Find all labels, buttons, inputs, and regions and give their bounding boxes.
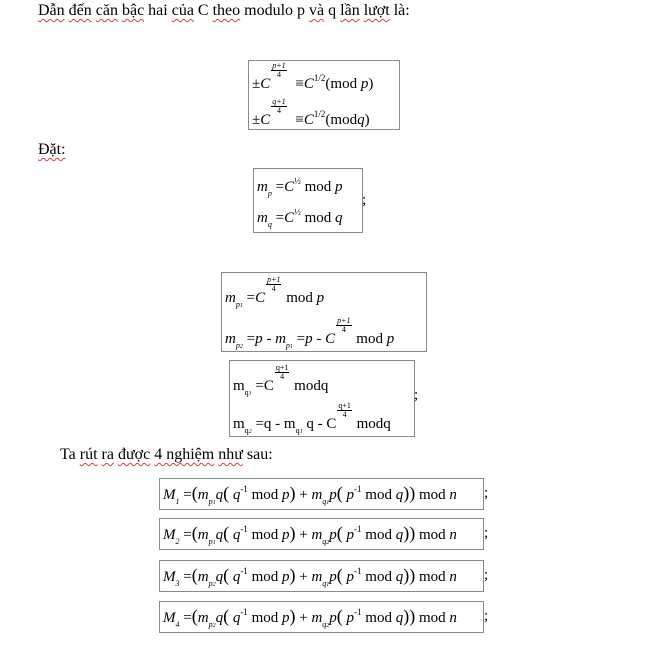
- equals: =: [275, 210, 285, 226]
- dat-label: Đặt:: [38, 141, 66, 158]
- word: được: [117, 446, 151, 463]
- mod-text: modq: [356, 416, 391, 432]
- var-q: q: [395, 527, 404, 543]
- exp-num: p+1: [267, 275, 281, 284]
- paren: (: [191, 606, 198, 626]
- mod-text: mod: [286, 290, 313, 306]
- exponent-fraction: [266, 276, 281, 293]
- subscript: 4: [175, 620, 180, 629]
- half-exp: 1/2: [313, 73, 326, 83]
- var-c: C: [325, 331, 336, 347]
- word: là:: [393, 2, 410, 19]
- var-p: p: [281, 487, 290, 503]
- var-q: q: [232, 527, 241, 543]
- var-m: m: [257, 179, 268, 195]
- var-q: q: [215, 527, 224, 543]
- var-p: p: [360, 76, 369, 92]
- var-m: m: [311, 610, 323, 626]
- var-c: C: [260, 112, 271, 128]
- word: lượt: [363, 2, 390, 19]
- var-p: p: [329, 610, 337, 626]
- word: căn: [95, 2, 118, 19]
- var-m: m: [311, 527, 323, 543]
- var-c: C: [255, 290, 266, 306]
- paren: ): [364, 112, 370, 128]
- var-m: m: [275, 331, 286, 347]
- subscript: p: [208, 620, 213, 629]
- mod-text: mod: [365, 610, 392, 626]
- paren: (: [336, 523, 343, 543]
- paren: ): [289, 523, 296, 543]
- var-n: n: [449, 610, 457, 626]
- exp-den: 4: [342, 410, 347, 419]
- subscript-index: 1: [212, 500, 216, 506]
- equation-line: [233, 363, 329, 398]
- var-p: p: [335, 179, 343, 195]
- word: của: [171, 2, 194, 19]
- mod-text: mod: [304, 179, 332, 195]
- var-M: M: [163, 487, 176, 503]
- paren: ): [403, 606, 410, 626]
- conclusion-line: [60, 446, 273, 464]
- mod-text: mod: [251, 527, 279, 543]
- subscript-index: 1: [326, 500, 330, 506]
- equation-line: [225, 316, 395, 351]
- exp-num: p+1: [337, 316, 351, 325]
- word: và: [309, 2, 325, 19]
- subscript-index: 1: [212, 540, 216, 546]
- var-c: C: [263, 378, 274, 394]
- mod-text: mod: [251, 487, 279, 503]
- word: q: [328, 2, 337, 19]
- subscript: p: [285, 341, 290, 350]
- subscript: q: [322, 620, 327, 629]
- word: rút: [79, 446, 98, 463]
- var-c: C: [284, 210, 295, 226]
- paren: (: [223, 606, 230, 626]
- half-exp: ½: [294, 207, 301, 217]
- inverse-exp: -1: [354, 566, 362, 576]
- paren: ): [289, 565, 296, 585]
- word: Dẫn: [38, 2, 65, 19]
- var-p: p: [329, 487, 337, 503]
- solution-box: [159, 478, 484, 510]
- semicolon: ;: [484, 485, 489, 501]
- subscript: 3: [175, 579, 180, 588]
- mod-text: mod: [418, 487, 446, 503]
- var-m: m: [311, 487, 323, 503]
- exponent-fraction: [275, 364, 290, 381]
- equiv: ≡: [295, 76, 304, 92]
- var-q: q: [263, 416, 272, 432]
- subscript-index: 2: [326, 540, 330, 546]
- var-c: C: [303, 76, 314, 92]
- exp-num: q+1: [272, 97, 286, 106]
- word: đến: [68, 2, 92, 19]
- half-exp: 1/2: [313, 109, 326, 119]
- exponent-fraction: [271, 62, 286, 79]
- var-q: q: [335, 210, 343, 226]
- word: 4 nghiệm: [154, 446, 215, 463]
- mod-text: mod: [356, 331, 383, 347]
- word: sau:: [246, 446, 273, 463]
- mod-text: mod: [365, 569, 392, 585]
- var-q: q: [215, 569, 224, 585]
- exp-den: 4: [341, 325, 346, 334]
- subscript: q: [322, 579, 327, 588]
- var-m: m: [225, 331, 236, 347]
- plus-minus: ±: [252, 112, 261, 128]
- word: Ta: [60, 446, 76, 463]
- minus: -: [266, 331, 272, 347]
- subscript-index: 2: [248, 429, 252, 435]
- var-p: p: [346, 569, 355, 585]
- equals: =: [296, 331, 306, 347]
- var-q: q: [232, 487, 241, 503]
- var-q: q: [215, 610, 224, 626]
- var-c: C: [260, 76, 271, 92]
- minus: -: [275, 416, 281, 432]
- subscript-index: 2: [212, 623, 216, 629]
- solution-box: [159, 518, 484, 550]
- equation-box-mp1-mp2: [221, 272, 427, 352]
- var-q: q: [357, 112, 365, 128]
- solution-box: [159, 560, 484, 592]
- mod-text: mod: [418, 569, 446, 585]
- word: hai: [148, 2, 168, 19]
- paren: (: [191, 523, 198, 543]
- var-p: p: [346, 610, 355, 626]
- word: modulo p: [244, 2, 306, 19]
- equiv: ≡: [295, 112, 304, 128]
- var-m: m: [197, 610, 209, 626]
- var-M: M: [163, 527, 176, 543]
- solution-equation: [163, 566, 457, 589]
- subscript: q: [244, 426, 249, 435]
- var-m: m: [311, 569, 323, 585]
- subscript: q: [295, 426, 300, 435]
- equation-line: [252, 97, 370, 130]
- exponent-fraction: [271, 98, 286, 115]
- equation-line: [252, 61, 374, 94]
- subscript: q: [267, 220, 272, 229]
- var-m: m: [283, 416, 296, 432]
- paren: (: [191, 565, 198, 585]
- paren: ): [403, 565, 410, 585]
- subscript: q: [322, 497, 327, 506]
- var-q: q: [232, 610, 241, 626]
- var-q: q: [306, 416, 314, 432]
- mod-text: (mod: [325, 112, 358, 128]
- word: lần: [340, 2, 360, 19]
- subscript-index: 1: [239, 303, 243, 309]
- semicolon: ;: [414, 387, 419, 403]
- equation-box-square-roots: [248, 60, 400, 130]
- equals: =: [183, 527, 192, 543]
- var-p: p: [316, 290, 325, 306]
- mod-text: mod: [251, 610, 279, 626]
- exp-num: p+1: [272, 61, 286, 70]
- var-q: q: [395, 569, 404, 585]
- paren: (: [336, 606, 343, 626]
- inverse-exp: -1: [240, 566, 248, 576]
- exp-den: 4: [280, 372, 285, 381]
- minus: -: [317, 416, 323, 432]
- subscript: q: [244, 388, 249, 397]
- mod-text: mod: [251, 569, 279, 585]
- paren: ): [409, 606, 416, 626]
- mod-text: mod: [365, 527, 392, 543]
- paren: ): [409, 565, 416, 585]
- var-M: M: [163, 569, 176, 585]
- equals: =: [255, 378, 264, 394]
- var-p: p: [281, 527, 290, 543]
- equals: =: [275, 179, 285, 195]
- subscript: p: [267, 189, 272, 198]
- equation-box-mp-mq: [253, 168, 363, 233]
- solution-equation: [163, 484, 457, 507]
- inverse-exp: -1: [240, 607, 248, 617]
- half-exp: ½: [294, 176, 301, 186]
- var-p: p: [346, 487, 355, 503]
- var-m: m: [197, 569, 209, 585]
- plus: +: [299, 527, 308, 543]
- exp-num: q+1: [275, 363, 289, 372]
- var-n: n: [449, 569, 457, 585]
- solution-equation: [163, 524, 457, 547]
- paren: (: [223, 523, 230, 543]
- paren: (: [223, 565, 230, 585]
- var-c: C: [326, 416, 337, 432]
- exponent-fraction: [336, 317, 351, 334]
- paren: (: [336, 565, 343, 585]
- paren: ): [403, 483, 410, 503]
- inverse-exp: -1: [354, 484, 362, 494]
- mod-text: mod: [304, 210, 332, 226]
- equation-line: [233, 401, 391, 436]
- paren: ): [409, 523, 416, 543]
- var-m: m: [233, 416, 245, 432]
- subscript-index: 1: [326, 582, 330, 588]
- var-p: p: [281, 569, 290, 585]
- var-q: q: [232, 569, 241, 585]
- word: C: [197, 2, 209, 19]
- paren: ): [289, 606, 296, 626]
- plus: +: [299, 569, 308, 585]
- solution-box: [159, 601, 484, 633]
- paren: ): [368, 76, 374, 92]
- var-p: p: [329, 527, 337, 543]
- var-c: C: [284, 179, 295, 195]
- equals: =: [183, 610, 192, 626]
- var-n: n: [449, 527, 457, 543]
- paren: ): [403, 523, 410, 543]
- var-m: m: [197, 487, 209, 503]
- equals: =: [246, 290, 256, 306]
- mod-text: modq: [294, 378, 329, 394]
- equals: =: [255, 416, 264, 432]
- var-c: C: [303, 112, 314, 128]
- inverse-exp: -1: [354, 607, 362, 617]
- var-p: p: [329, 569, 337, 585]
- semicolon: ;: [484, 567, 489, 583]
- plus: +: [299, 610, 308, 626]
- subscript: p: [235, 300, 240, 309]
- exp-den: 4: [276, 70, 281, 79]
- subscript-index: 2: [239, 344, 243, 350]
- word: ra: [101, 446, 114, 463]
- solution-equation: [163, 607, 457, 630]
- var-q: q: [395, 487, 404, 503]
- mod-text: mod: [418, 610, 446, 626]
- var-p: p: [386, 331, 395, 347]
- equation-line: [257, 178, 343, 198]
- subscript: p: [235, 341, 240, 350]
- paren: ): [409, 483, 416, 503]
- var-m: m: [225, 290, 236, 306]
- var-p: p: [346, 527, 355, 543]
- subscript-index: 1: [289, 344, 293, 350]
- semicolon: ;: [362, 192, 367, 208]
- paren: (: [191, 483, 198, 503]
- paren: (: [336, 483, 343, 503]
- var-q: q: [395, 610, 404, 626]
- subscript-index: 2: [326, 623, 330, 629]
- var-p: p: [255, 331, 263, 347]
- plus-minus: ±: [252, 76, 261, 92]
- semicolon: ;: [484, 525, 489, 541]
- subscript: p: [208, 579, 213, 588]
- exponent-fraction: [337, 402, 352, 419]
- equation-line: [225, 275, 325, 310]
- subscript-index: 1: [299, 429, 303, 435]
- var-p: p: [305, 331, 313, 347]
- exp-num: q+1: [338, 401, 351, 410]
- var-m: m: [197, 527, 209, 543]
- mod-text: (mod: [325, 76, 358, 92]
- semicolon: ;: [484, 608, 489, 624]
- paren: (: [223, 483, 230, 503]
- subscript: 1: [175, 497, 180, 506]
- equation-line: [257, 209, 343, 229]
- word: theo: [212, 2, 241, 19]
- subscript-index: 2: [212, 582, 216, 588]
- equation-box-mq1-mq2: [229, 360, 415, 437]
- exp-den: 4: [276, 106, 281, 115]
- mod-text: mod: [418, 527, 446, 543]
- paren: ): [289, 483, 296, 503]
- inverse-exp: -1: [240, 524, 248, 534]
- exp-den: 4: [271, 284, 276, 293]
- var-q: q: [215, 487, 224, 503]
- subscript-index: 1: [248, 391, 252, 397]
- subscript: 2: [175, 537, 180, 546]
- word: như: [218, 446, 243, 463]
- var-m: m: [257, 210, 268, 226]
- intro-line: [38, 2, 410, 20]
- plus: +: [299, 487, 308, 503]
- subscript: p: [208, 537, 213, 546]
- equals: =: [183, 569, 192, 585]
- mod-text: mod: [365, 487, 392, 503]
- subscript: p: [208, 497, 213, 506]
- word: bậc: [121, 2, 145, 19]
- equals: =: [183, 487, 192, 503]
- minus: -: [316, 331, 322, 347]
- var-p: p: [281, 610, 290, 626]
- inverse-exp: -1: [354, 524, 362, 534]
- var-n: n: [449, 487, 457, 503]
- var-m: m: [233, 378, 245, 394]
- var-M: M: [163, 610, 176, 626]
- equals: =: [246, 331, 256, 347]
- inverse-exp: -1: [240, 484, 248, 494]
- subscript: q: [322, 537, 327, 546]
